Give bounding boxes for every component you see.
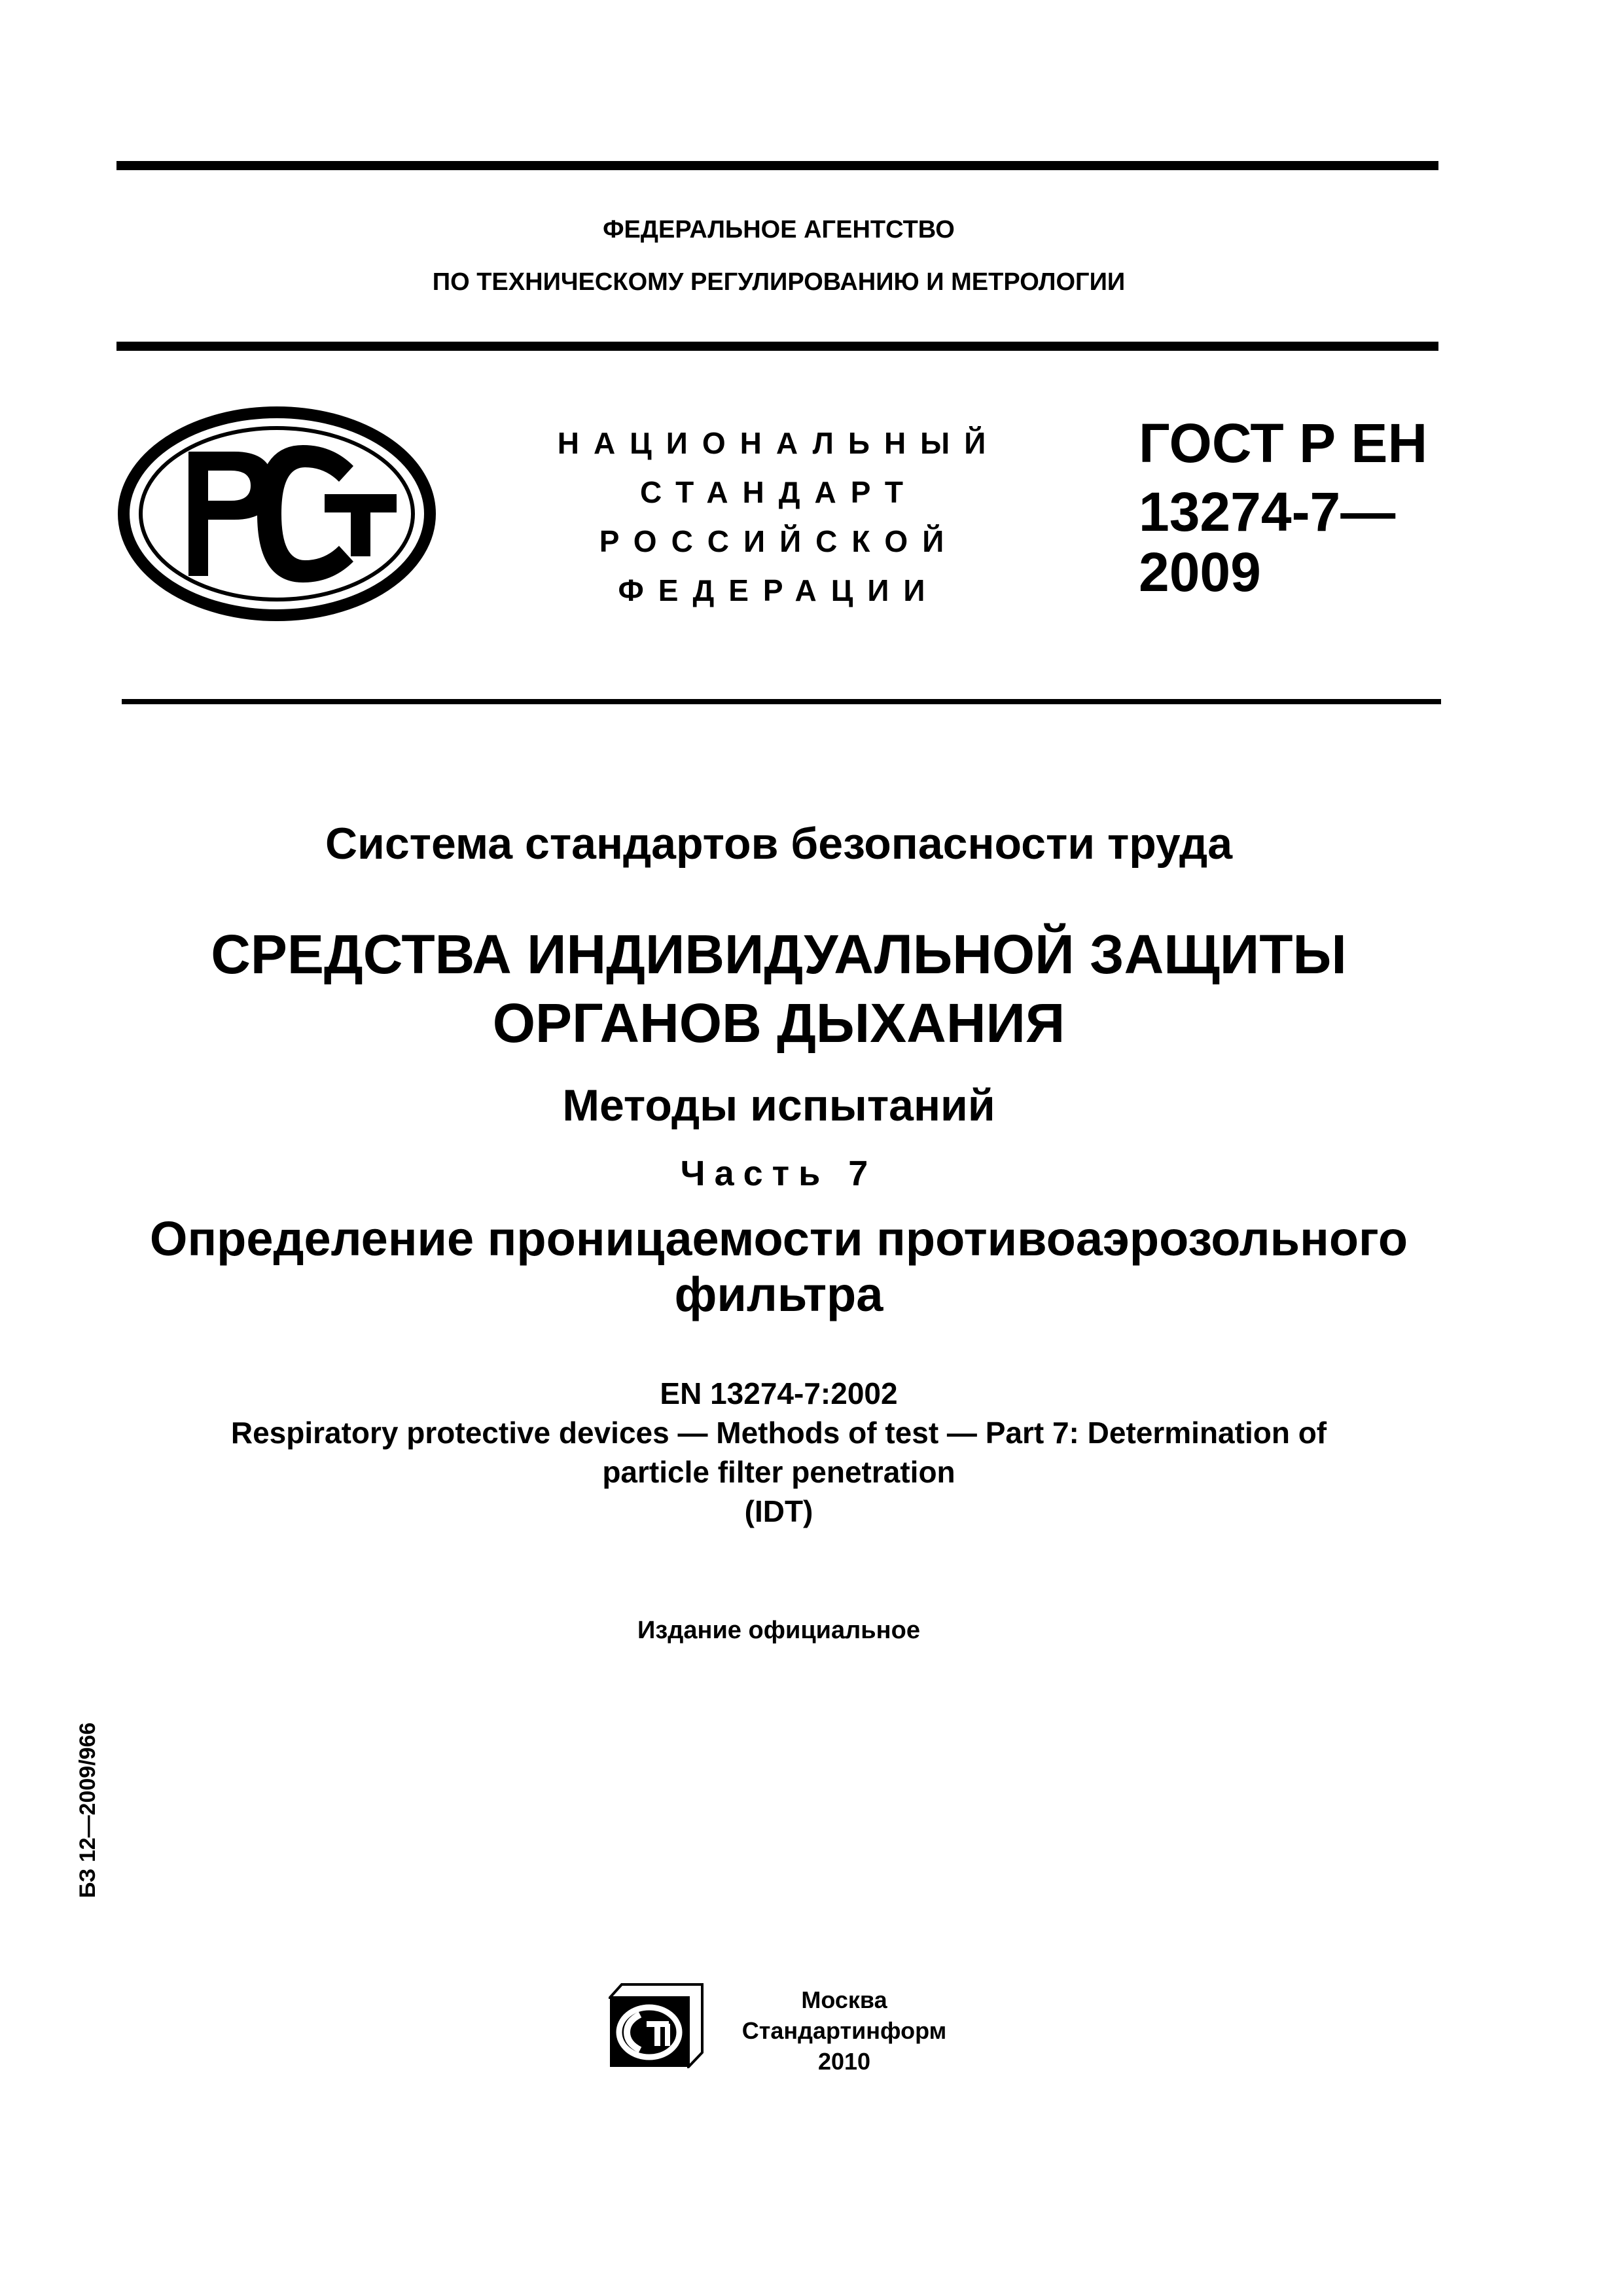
part-number: Часть 7 — [680, 1154, 878, 1193]
imprint-year: 2010 — [817, 2048, 871, 2075]
en-idt: (IDT) — [744, 1494, 813, 1528]
header-rule — [116, 342, 1438, 351]
standartinform-emblem-icon — [609, 1983, 704, 2068]
edition-label: Издание официальное — [637, 1617, 920, 1644]
side-code: БЗ 12—2009/966 — [75, 1722, 100, 1898]
block-rule — [122, 699, 1441, 704]
top-rule — [116, 161, 1438, 170]
en-title-line-1: Respiratory protective devices — Methods of test — Part 7: Determination of — [230, 1416, 1327, 1450]
imprint-publisher: Стандартинформ — [741, 2017, 947, 2044]
gost-number-line-1: ГОСТ Р ЕН — [1139, 412, 1428, 474]
subtitle: Методы испытаний — [562, 1081, 995, 1130]
agency-line-1: ФЕДЕРАЛЬНОЕ АГЕНТСТВО — [603, 216, 955, 243]
gost-number-line-3: 2009 — [1139, 541, 1261, 603]
national-line-4: ФЕДЕРАЦИИ — [618, 573, 940, 607]
main-title-line-2: ОРГАНОВ ДЫХАНИЯ — [492, 992, 1065, 1054]
gost-number-line-2: 13274-7— — [1139, 481, 1396, 543]
national-line-1: НАЦИОНАЛЬНЫЙ — [557, 426, 1001, 460]
main-title-line-1: СРЕДСТВА ИНДИВИДУАЛЬНОЙ ЗАЩИТЫ — [211, 924, 1347, 985]
national-line-3: РОССИЙСКОЙ — [599, 524, 959, 558]
part-title-line-2: фильтра — [674, 1267, 883, 1321]
part-title-line-1: Определение проницаемости противоаэрозольного — [149, 1211, 1408, 1266]
en-code: EN 13274-7:2002 — [660, 1376, 898, 1410]
imprint-city: Москва — [801, 1986, 887, 2013]
agency-line-2: ПО ТЕХНИЧЕСКОМУ РЕГУЛИРОВАНИЮ И МЕТРОЛОГИИ — [432, 268, 1126, 296]
series-title: Система стандартов безопасности труда — [325, 819, 1233, 869]
national-line-2: СТАНДАРТ — [640, 475, 918, 509]
rst-emblem-icon — [116, 406, 437, 622]
en-title-line-2: particle filter penetration — [602, 1455, 955, 1489]
